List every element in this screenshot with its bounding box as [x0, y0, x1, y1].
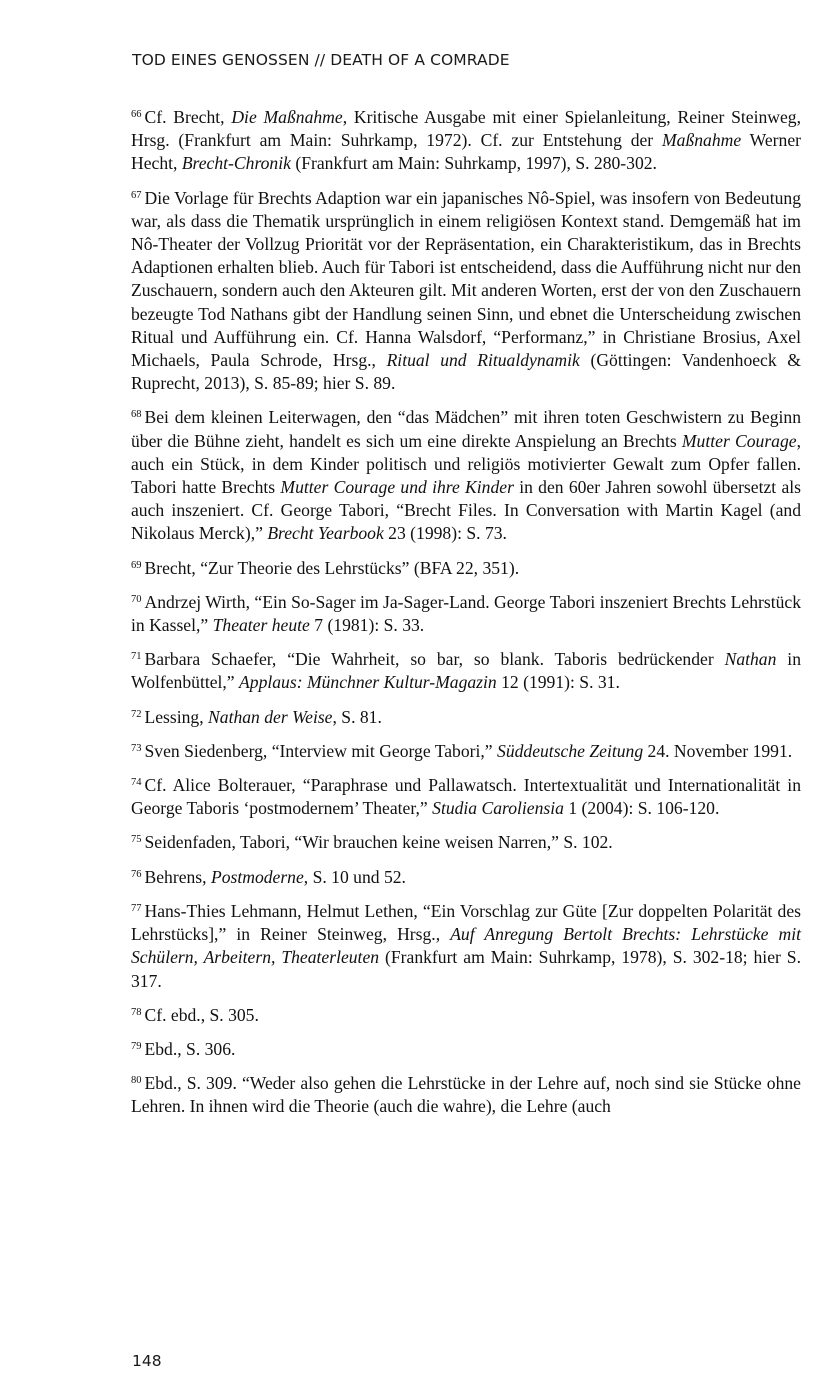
italic-title: Ritual und Ritualdynamik [386, 350, 580, 371]
footnote-text: Sven Siedenberg, “Interview mit George Tabori,” [144, 740, 498, 761]
italic-title: Nathan der Weise [208, 706, 333, 727]
footnote-72 [131, 706, 801, 729]
footnote-text: (Frankfurt am Main: Suhrkamp, 1978), S. 302-18; hier S. 317. [131, 947, 801, 991]
footnote-number: 80 [131, 1075, 142, 1087]
footnote-77 [131, 900, 801, 993]
italic-title: Maßnahme [662, 130, 742, 151]
footnote-text: Seidenfaden, Tabori, “Wir brauchen keine weisen Narren,” S. 102. [144, 832, 613, 853]
footnotes-section [131, 106, 801, 1130]
footnote-text: Brecht, “Zur Theorie des Lehrstücks” (BFA 22, 351). [144, 557, 520, 578]
footnote-75 [131, 831, 801, 854]
footnote-80 [131, 1072, 801, 1118]
running-head: TOD EINES GENOSSEN // DEATH OF A COMRADE [132, 51, 510, 69]
footnote-text: Andrzej Wirth, “Ein So-Sager im Ja-Sager-Land. George Tabori inszeniert Brechts Lehrstück in Kassel,” [131, 591, 801, 636]
footnote-number: 68 [131, 409, 142, 421]
footnote-number: 70 [131, 593, 142, 605]
footnote-text: Lessing, [144, 706, 209, 727]
footnote-text: Cf. Alice Bolterauer, “Paraphrase und Pallawatsch. Intertextualität und Internationalität in George Taboris ‘postmodernem’ Theater,” [131, 775, 801, 819]
footnote-text: Behrens, [144, 866, 211, 887]
footnote-69 [131, 557, 801, 580]
footnote-74 [131, 774, 801, 820]
footnote-text: , S. 81. [332, 706, 382, 727]
footnote-number: 77 [131, 902, 142, 914]
footnote-text: , auch ein Stück, in dem Kinder politisch und religiös motivierter Gewalt zum Opfer fallen. Tabori hatte Brechts [131, 430, 801, 498]
footnote-text: in Wolfenbüttel,” [131, 649, 801, 693]
page-number: 148 [132, 1352, 162, 1370]
footnote-text: Bei dem kleinen Leiterwagen, den “das Mädchen” mit ihren toten Geschwistern zu Beginn über die Bühne zieht, handelt es sich um eine direkte Anspielung an Brechts [131, 407, 801, 451]
footnote-text: Cf. ebd., S. 305. [144, 1004, 259, 1025]
footnote-text: 23 (1998): S. 73. [383, 523, 507, 544]
italic-title: Mutter Courage [681, 430, 797, 451]
italic-title: Brecht-Chronik [181, 153, 291, 174]
footnote-number: 73 [131, 742, 142, 754]
italic-title: Auf Anregung Bertolt Brechts: Lehrstücke mit Schülern, Arbeitern, Theaterleuten [131, 924, 801, 968]
footnote-text: 12 (1991): S. 31. [496, 672, 620, 693]
footnote-number: 75 [131, 834, 142, 846]
footnote-number: 78 [131, 1006, 142, 1018]
footnote-text: in den 60er Jahren sowohl übersetzt als auch inszeniert. Cf. George Tabori, “Brecht Files. In Conversation with Martin Kagel (and Nikolaus Merck),” [131, 477, 801, 544]
footnote-text: (Göttingen: Vandenhoeck & Ruprecht, 2013), S. 85-89; hier S. 89. [131, 350, 801, 394]
footnote-text: Barbara Schaefer, “Die Wahrheit, so bar, so blank. Taboris bedrückender [144, 649, 725, 670]
footnote-71 [131, 648, 801, 694]
footnote-text: 1 (2004): S. 106-120. [563, 798, 720, 819]
footnote-67 [131, 187, 801, 396]
italic-title: Süddeutsche Zeitung [497, 740, 644, 761]
italic-title: Postmoderne [210, 866, 304, 887]
footnote-text: 24. November 1991. [643, 740, 793, 761]
footnote-number: 71 [131, 651, 142, 663]
footnote-text: Die Vorlage für Brechts Adaption war ein japanisches Nô-Spiel, was insofern von Bedeutung war, als dass die Thematik ursprünglich in einem religiösen Kontext stand. Demgemäß hat im Nô-Theater der Vollzug Priorität vor der Repräsentation, ein Charakteristikum, das in Brechts Adaptionen erhalten blieb. Auch für Tabori ist entscheidend, dass die Aufführung nicht nur den Zuschauern, sondern auch den Akteuren gilt. Mit anderen Worten, erst der von den Zuschauern bezeugte Tod Nathans gibt der Handlung seinen Sinn, und ebnet die Unterscheidung zwischen Ritual und Aufführung ein. Cf. Hanna Walsdorf, “Performanz,” in Christiane Brosius, Axel Michaels, Paula Schrode, Hrsg., [131, 187, 801, 371]
footnote-66 [131, 106, 801, 176]
italic-title: Theater heute [212, 615, 310, 636]
italic-title: Brecht Yearbook [267, 523, 384, 544]
footnote-68 [131, 406, 801, 545]
footnote-text: 7 (1981): S. 33. [309, 615, 425, 636]
footnote-text: Ebd., S. 309. “Weder also gehen die Lehrstücke in der Lehre auf, noch sind sie Stücke ohne Lehren. In ihnen wird die Theorie (auch die wahre), die Lehre (auch [131, 1073, 801, 1117]
footnote-text: , S. 10 und 52. [303, 866, 406, 887]
footnote-70 [131, 591, 801, 637]
footnote-text: Cf. Brecht, [144, 107, 232, 127]
italic-title: Nathan [724, 649, 777, 670]
footnote-76 [131, 866, 801, 889]
footnote-text: Ebd., S. 306. [144, 1038, 236, 1059]
footnote-79 [131, 1038, 801, 1061]
footnote-number: 74 [131, 777, 142, 789]
footnote-number: 66 [131, 109, 142, 120]
footnote-text: , Kritische Ausgabe mit einer Spielanleitung, Reiner Steinweg, Hrsg. (Frankfurt am Main: Suhrkamp, 1972). Cf. zur Entstehung der [131, 107, 802, 151]
italic-title: Die Maßnahme [231, 107, 343, 127]
footnote-73 [131, 740, 801, 763]
footnote-text: (Frankfurt am Main: Suhrkamp, 1997), S. 280-302. [290, 153, 657, 174]
footnote-number: 79 [131, 1040, 142, 1052]
footnote-number: 72 [131, 708, 142, 720]
footnote-78 [131, 1004, 801, 1027]
footnote-number: 67 [131, 189, 142, 201]
footnote-number: 76 [131, 868, 142, 880]
italic-title: Mutter Courage und ihre Kinder [280, 477, 514, 498]
footnote-text: Hans-Thies Lehmann, Helmut Lethen, “Ein Vorschlag zur Güte [Zur doppelten Polarität des Lehrstücks],” in Reiner Steinweg, Hrsg., [131, 900, 801, 945]
italic-title: Applaus: Münchner Kultur-Magazin [239, 672, 497, 693]
footnote-text: Werner Hecht, [131, 130, 801, 174]
italic-title: Studia Caroliensia [432, 798, 564, 819]
footnote-number: 69 [131, 559, 142, 571]
